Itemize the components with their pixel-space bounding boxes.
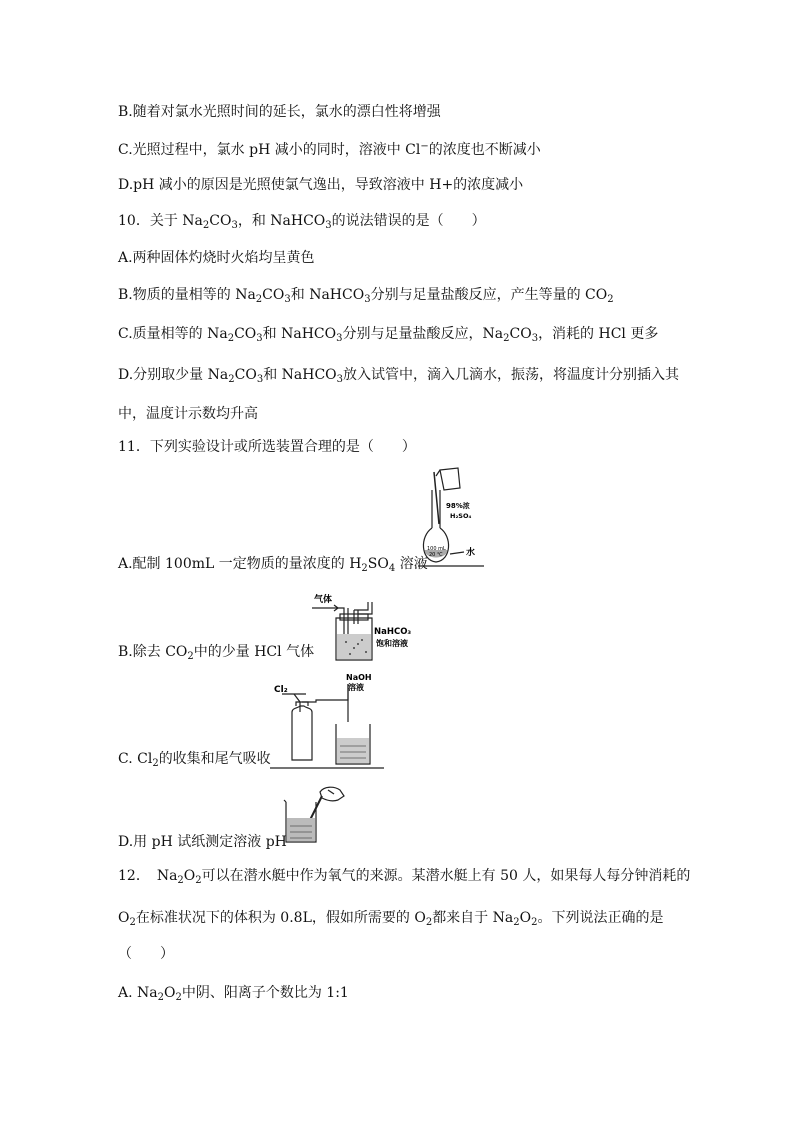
q11-option-a: A.配制 100mL 一定物质的量浓度的 $H_2SO_4$ 溶液: [118, 556, 428, 574]
solution-label-1: NaHCO₃: [374, 627, 412, 637]
naoh-solution-fill: [337, 738, 369, 763]
cl2-label: Cl₂: [274, 685, 288, 695]
solution-fill: [337, 634, 371, 659]
acid-label-2: H₂SO₄: [450, 512, 472, 520]
acid-label-1: 98%浓: [446, 502, 470, 510]
beaker-solution-fill: [287, 818, 315, 841]
water-label: 水: [466, 548, 476, 558]
q10-option-d-line2: 中，温度计示数均升高: [118, 406, 258, 422]
q12-stem-line2: $O_2$在标准状况下的体积为 0.8L，假如所需要的 $O_2$都来自于 $Na_2O_2$。下列说法正确的是: [118, 910, 664, 928]
q12-stem-line1: 12． $Na_2O_2$可以在潜水艇中作为氧气的来源。某潜水艇上有 50 人，如果每人每分钟消耗的: [118, 868, 691, 886]
q9-option-c: C.光照过程中，氯水 pH 减小的同时，溶液中 Cl−的浓度也不断减小: [118, 141, 541, 158]
q9-option-b: B.随着对氯水光照时间的延长，氯水的漂白性将增强: [118, 104, 441, 120]
q9-option-d: D.pH 减小的原因是光照使氯气逸出，导致溶液中 H+的浓度减小: [118, 177, 524, 193]
figure-ph-test: [278, 784, 348, 846]
q10-option-d-line1: D.分别取少量 $Na_2CO_3$和 NaHCO$_3$放入试管中，滴入几滴水，振荡，将温度计分别插入其: [118, 367, 680, 385]
q10-option-b: B.物质的量相等的 $Na_2CO_3$和 NaHCO$_3$分别与足量盐酸反应，产生等量的 $CO_2$: [118, 287, 614, 305]
q12-stem-line3: （ ）: [118, 946, 174, 962]
q11-stem: 11．下列实验设计或所选装置合理的是（ ）: [118, 439, 416, 455]
q10-option-c: C.质量相等的 $Na_2CO_3$和 NaHCO$_3$分别与足量盐酸反应，$Na_2CO_3$，消耗的 HCl 更多: [118, 326, 659, 344]
naoh-label-1: NaOH: [346, 673, 372, 682]
flask-volume-label: 100 mL: [427, 546, 446, 552]
q10-option-a: A.两种固体灼烧时火焰均呈黄色: [118, 250, 315, 266]
figure-gas-collection: [266, 672, 390, 770]
solution-label-2: 饱和溶液: [376, 639, 408, 648]
flask-temp-label: 20 ℃: [429, 552, 443, 558]
q11-option-c: C. $Cl_2$的收集和尾气吸收: [118, 751, 271, 769]
gas-label: 气体: [314, 595, 333, 605]
q12-option-a: A. $Na_2O_2$中阴、阳离子个数比为 1:1: [118, 985, 349, 1003]
q11-option-b: B.除去 $CO_2$中的少量 HCl 气体: [118, 644, 315, 662]
figure-volumetric-flask: [410, 466, 490, 572]
naoh-label-2: 溶液: [348, 683, 364, 692]
q11-option-d: D.用 pH 试纸测定溶液 pH: [118, 834, 287, 850]
figure-gas-washing-bottle: [310, 588, 430, 664]
q10-stem: 10．关于 $Na_2CO_3$，和 NaHCO$_3$的说法错误的是（ ）: [118, 213, 486, 231]
